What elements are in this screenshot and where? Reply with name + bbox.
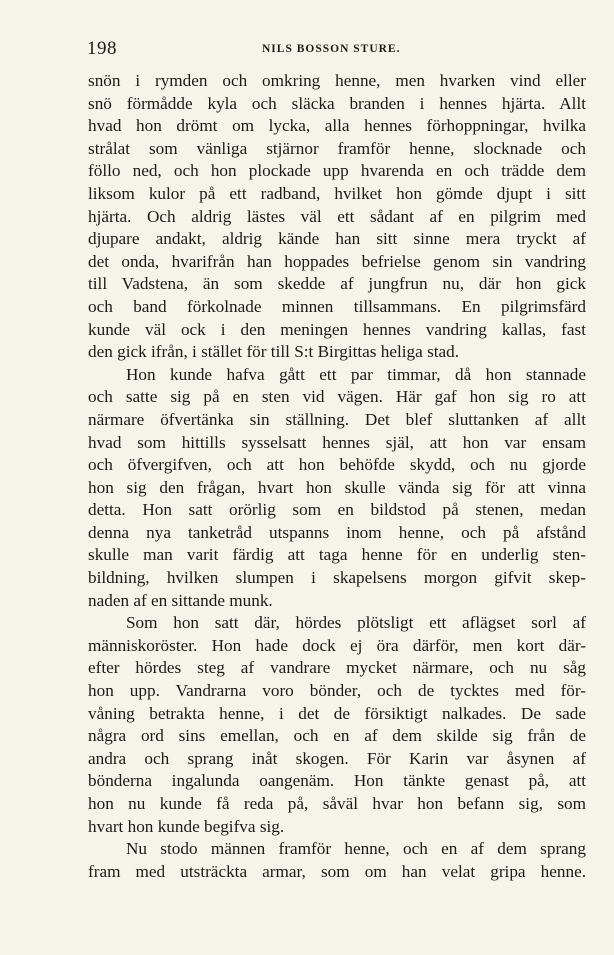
text-line: Hon kunde hafva gått ett par timmar, då hon stannade (126, 364, 586, 384)
text-line: hvart hon kunde begifva sig. (88, 816, 285, 836)
text-line: kunde väl ock i den meningen hennes vandring kallas, fast (88, 319, 586, 339)
text-line: hon upp. Vandrarna voro bönder, och de tycktes med för- (88, 681, 586, 701)
text-line: föllo ned, och hon plockade upp hvarenda en och trädde dem (88, 161, 586, 181)
text-line: detta. Hon satt orörlig som en bildstod på stenen, medan (88, 500, 586, 520)
text-line: Nu stodo männen framför henne, och en af dem sprang (126, 839, 586, 859)
text-line: och band förkolnade minnen tillsammans. En pilgrimsfärd (88, 296, 586, 316)
text-line: snön i rymden och omkring henne, men hvarken vind eller (88, 71, 586, 90)
text-line: det onda, hvarifrån han hoppades befrielse genom sin vandring (88, 251, 586, 271)
text-line: till Vadstena, än som skedde af jungfrun nu, där hon gick (88, 274, 586, 294)
page-number: 198 (87, 38, 117, 59)
text-line: naden af en sittande munk. (88, 590, 273, 610)
text-line: och satte sig på en sten vid vägen. Här gaf hon sig ro att (88, 387, 586, 407)
text-line: den gick ifrån, i stället för till S:t Birgittas heliga stad. (88, 342, 460, 362)
text-line: bönderna ingalunda oangenäm. Hon tänkte genast på, att (88, 771, 586, 791)
text-line: några ord sins emellan, och en af dem skilde sig från de (88, 726, 586, 746)
text-line: denna nya tanketråd utspanns inom henne, och på afstånd (88, 522, 586, 542)
running-title: NILS BOSSON STURE. (262, 43, 401, 55)
text-line: efter hördes steg af vandrare mycket närmare, och nu såg (88, 658, 586, 678)
text-line: strålat som vänliga stjärnor framför henne, slocknade och (88, 138, 586, 158)
text-line: våning betrakta henne, i det de försiktigt nalkades. De sade (88, 703, 586, 723)
text-line: närmare öfvertänka sin ställning. Det blef sluttanken af allt (88, 409, 586, 429)
body-text (88, 70, 586, 883)
text-line: hjärta. Och aldrig lästes väl ett sådant af en pilgrim med (88, 206, 586, 226)
text-line: människoröster. Hon hade dock ej öra därför, men kort där- (88, 635, 586, 655)
text-line: snö förmådde kyla och släcka branden i hennes hjärta. Allt (88, 93, 586, 113)
text-line: hvad som hittills sysselsatt hennes själ, att hon var ensam (88, 432, 586, 452)
text-line: och öfvergifven, och att hon behöfde skydd, och nu gjorde (88, 455, 586, 475)
text-line: hvad hon drömt om lycka, alla hennes förhoppningar, hvilka (88, 116, 586, 136)
text-line: fram med utsträckta armar, som om han velat gripa henne. (88, 861, 586, 881)
text-line: andra och sprang inåt skogen. För Karin var åsynen af (88, 748, 586, 768)
text-line: Som hon satt där, hördes plötsligt ett aflägset sorl af (126, 613, 586, 633)
text-line: hon nu kunde få reda på, såväl hvar hon befann sig, som (88, 794, 586, 813)
text-line: skulle man varit färdig att taga henne för en underlig sten- (88, 545, 586, 565)
text-line: bildning, hvilken slumpen i skapelsens morgon gifvit skep- (88, 568, 586, 588)
text-line: liksom kulor på ett radband, hvilket hon gömde djupt i sitt (88, 183, 586, 203)
text-line: djupare andakt, aldrig kände han sitt sinne mera tryckt af (88, 229, 586, 249)
text-line: hon sig den frågan, hvart hon skulle vända sig för att vinna (88, 477, 586, 497)
